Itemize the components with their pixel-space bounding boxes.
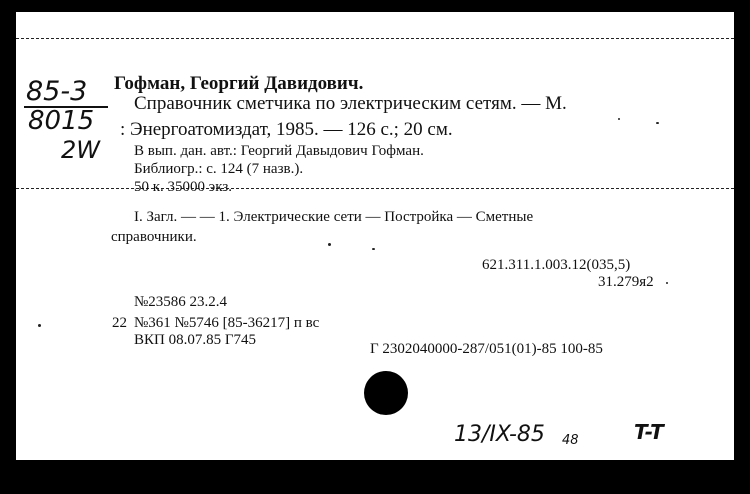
note-print-run: 50 к. 35000 экз. <box>134 179 232 195</box>
scan-speck <box>618 118 620 120</box>
scan-speck <box>372 248 375 250</box>
initials: 2W <box>61 136 100 164</box>
subjects-line-2: справочники. <box>111 229 197 245</box>
register-number: №23586 23.2.4 <box>134 294 228 310</box>
udc-index: 621.311.1.003.12(035,5) <box>482 257 631 273</box>
punch-hole <box>364 371 408 415</box>
shelfmark-bottom: 8015 <box>28 106 95 136</box>
scan-speck <box>38 324 41 327</box>
scan-speck <box>328 243 331 246</box>
shelfmark-top: 85-3 <box>26 76 88 107</box>
scan-speck <box>656 122 659 124</box>
scan-speck <box>666 282 668 284</box>
vkp-line: ВКП 08.07.85 Г745 <box>134 332 257 348</box>
handwritten-date: 13/IX-85 <box>454 422 545 447</box>
subjects-line-1: I. Загл. — — 1. Электрические сети — Постройка — Сметные <box>134 209 534 225</box>
catalog-card <box>16 12 734 460</box>
bbk-index: 31.279я2 <box>598 274 654 290</box>
record-prefix: 22 <box>112 315 127 331</box>
entry-imprint: : Энергоатомиздат, 1985. — 126 с.; 20 см. <box>120 119 453 140</box>
entry-heading: Гофман, Георгий Давидович. <box>114 73 364 94</box>
price-code: Г 2302040000-287/051(01)-85 100-85 <box>370 341 603 357</box>
handwritten-mark: T-T <box>634 420 664 444</box>
handwritten-date-suffix: 48 <box>562 433 579 448</box>
record-line: №361 №5746 [85-36217] п вс <box>134 315 320 331</box>
top-border-rule <box>16 38 734 39</box>
entry-title: Справочник сметчика по электрическим сетям. — М. <box>134 93 567 114</box>
divider-rule <box>16 188 734 189</box>
note-bibliography: Библиогр.: с. 124 (7 назв.). <box>134 161 304 177</box>
note-author: В вып. дан. авт.: Георгий Давыдович Гофман. <box>134 143 424 159</box>
